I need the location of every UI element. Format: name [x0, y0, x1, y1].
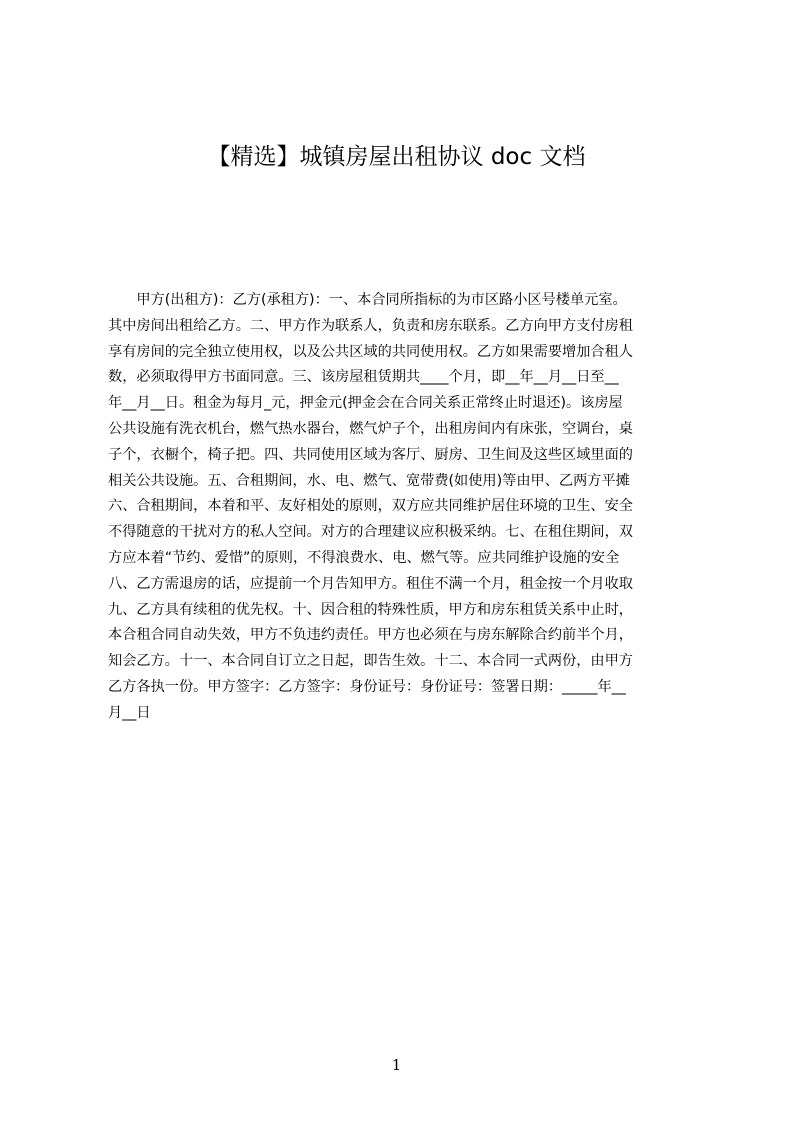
body-line: 子个，衣橱个，椅子把。四、共同使用区域为客厅、厨房、卫生间及这些区域里面的 [108, 446, 633, 463]
body-line: 其中房间出租给乙方。二、甲方作为联系人，负责和房东联系。乙方向甲方支付房租 [108, 317, 633, 334]
body-line: 数，必须取得甲方书面同意。三、该房屋租赁期共____个月，即__年__月__日至__ [108, 369, 619, 386]
body-line: 相关公共设施。五、合租期间，水、电、燃气、宽带费(如使用)等由甲、乙两方平摊 [108, 472, 630, 489]
body-line: 本合租合同自动失效，甲方不负违约责任。甲方也必须在与房东解除合约前半个月， [108, 627, 633, 644]
body-line: 月__日 [108, 704, 151, 721]
body-line: 年__月__日。租金为每月_元，押金元(押金会在合同关系正常终止时退还)。该房屋 [108, 395, 623, 412]
body-line: 知会乙方。十一、本合同自订立之日起，即告生效。十二、本合同一式两份，由甲方 [108, 653, 633, 670]
body-line: 不得随意的干扰对方的私人空间。对方的合理建议应积极采纳。七、在租住期间，双 [108, 524, 633, 541]
body-line: 六、合租期间，本着和平、友好相处的原则，双方应共同维护居住环境的卫生、安全 [108, 498, 633, 515]
body-line: 八、乙方需退房的话，应提前一个月告知甲方。租住不满一个月，租金按一个月收取 [108, 575, 633, 592]
body-line: 乙方各执一份。甲方签字：乙方签字：身份证号：身份证号：签署日期：_____年__ [108, 678, 626, 695]
body-line: 甲方(出租方)：乙方(承租方)：一、本合同所指标的为市区路小区号楼单元室。 [108, 292, 627, 308]
body-line: 公共设施有洗衣机台，燃气热水器台，燃气炉子个，出租房间内有床张，空调台，桌 [108, 420, 633, 437]
document-title: 【精选】城镇房屋出租协议 doc 文档 [207, 144, 586, 170]
body-line: 享有房间的完全独立使用权，以及公共区域的共同使用权。乙方如果需要增加合租人 [108, 343, 633, 360]
body-line: 九、乙方具有续租的优先权。十、因合租的特殊性质，甲方和房东租赁关系中止时， [108, 601, 633, 618]
page-number: 1 [391, 1056, 402, 1074]
document-body [108, 288, 698, 727]
body-line: 方应本着“节约、爱惜”的原则，不得浪费水、电、燃气等。应共同维护设施的安全 [108, 549, 620, 566]
